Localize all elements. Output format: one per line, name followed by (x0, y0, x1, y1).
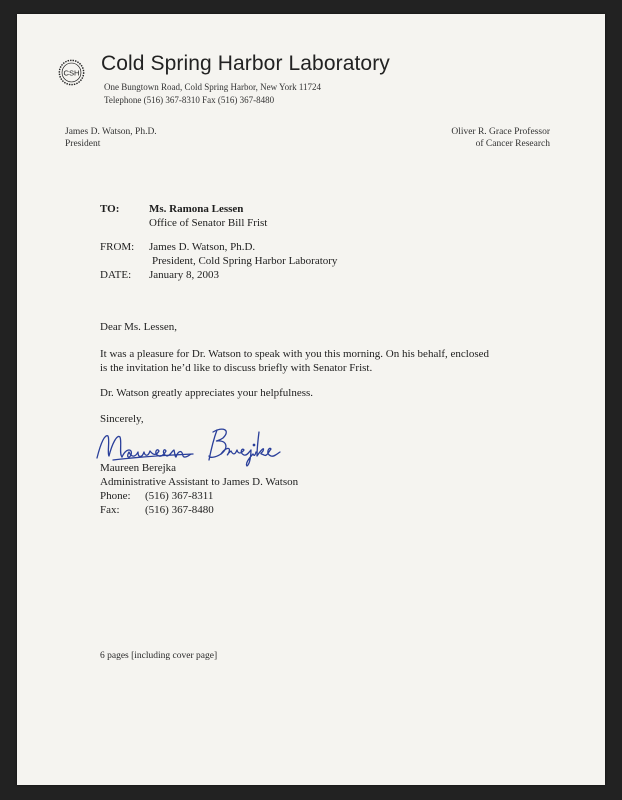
to-label: TO: (100, 203, 120, 215)
csh-logo-seal-icon (58, 59, 85, 86)
signatory-fax: (516) 367-8480 (145, 504, 214, 516)
organization-name: Cold Spring Harbor Laboratory (101, 52, 390, 75)
from-title: President, Cold Spring Harbor Laboratory (152, 255, 338, 267)
signatory-title: Administrative Assistant to James D. Watson (100, 476, 299, 488)
sender-header (65, 126, 157, 150)
paragraph-1-line-1: It was a pleasure for Dr. Watson to speak with you this morning. On his behalf, enclosed (100, 348, 490, 360)
from-label: FROM: (100, 241, 135, 253)
professorship-header (451, 126, 550, 150)
to-name: Ms. Ramona Lessen (149, 203, 244, 215)
letter-page (17, 14, 605, 785)
logo-text: CSH (63, 68, 80, 78)
to-office: Office of Senator Bill Frist (149, 217, 268, 229)
date-label: DATE: (100, 269, 132, 281)
salutation: Dear Ms. Lessen, (100, 321, 177, 333)
from-name: James D. Watson, Ph.D. (149, 241, 256, 253)
closing: Sincerely, (100, 413, 144, 425)
paragraph-2: Dr. Watson greatly appreciates your helpfulness. (100, 387, 314, 399)
paragraph-1-line-2: is the invitation he’d like to discuss briefly with Senator Frist. (100, 362, 373, 374)
signatory-phone: (516) 367-8311 (145, 490, 214, 502)
signatory-name: Maureen Berejka (100, 462, 177, 474)
signatory-phone-label: Phone: (100, 490, 131, 502)
signatory-fax-label: Fax: (100, 504, 120, 516)
sender-header-title: President (65, 139, 101, 149)
date-value: January 8, 2003 (149, 269, 219, 281)
organization-address: One Bungtown Road, Cold Spring Harbor, New York 11724 (104, 82, 322, 92)
professorship-line1: Oliver R. Grace Professor (451, 127, 550, 137)
page-count-note: 6 pages [including cover page] (100, 651, 218, 661)
professorship-line2: of Cancer Research (475, 139, 550, 149)
sender-header-name: James D. Watson, Ph.D. (65, 127, 157, 137)
organization-phone-fax: Telephone (516) 367-8310 Fax (516) 367-8480 (104, 95, 275, 105)
